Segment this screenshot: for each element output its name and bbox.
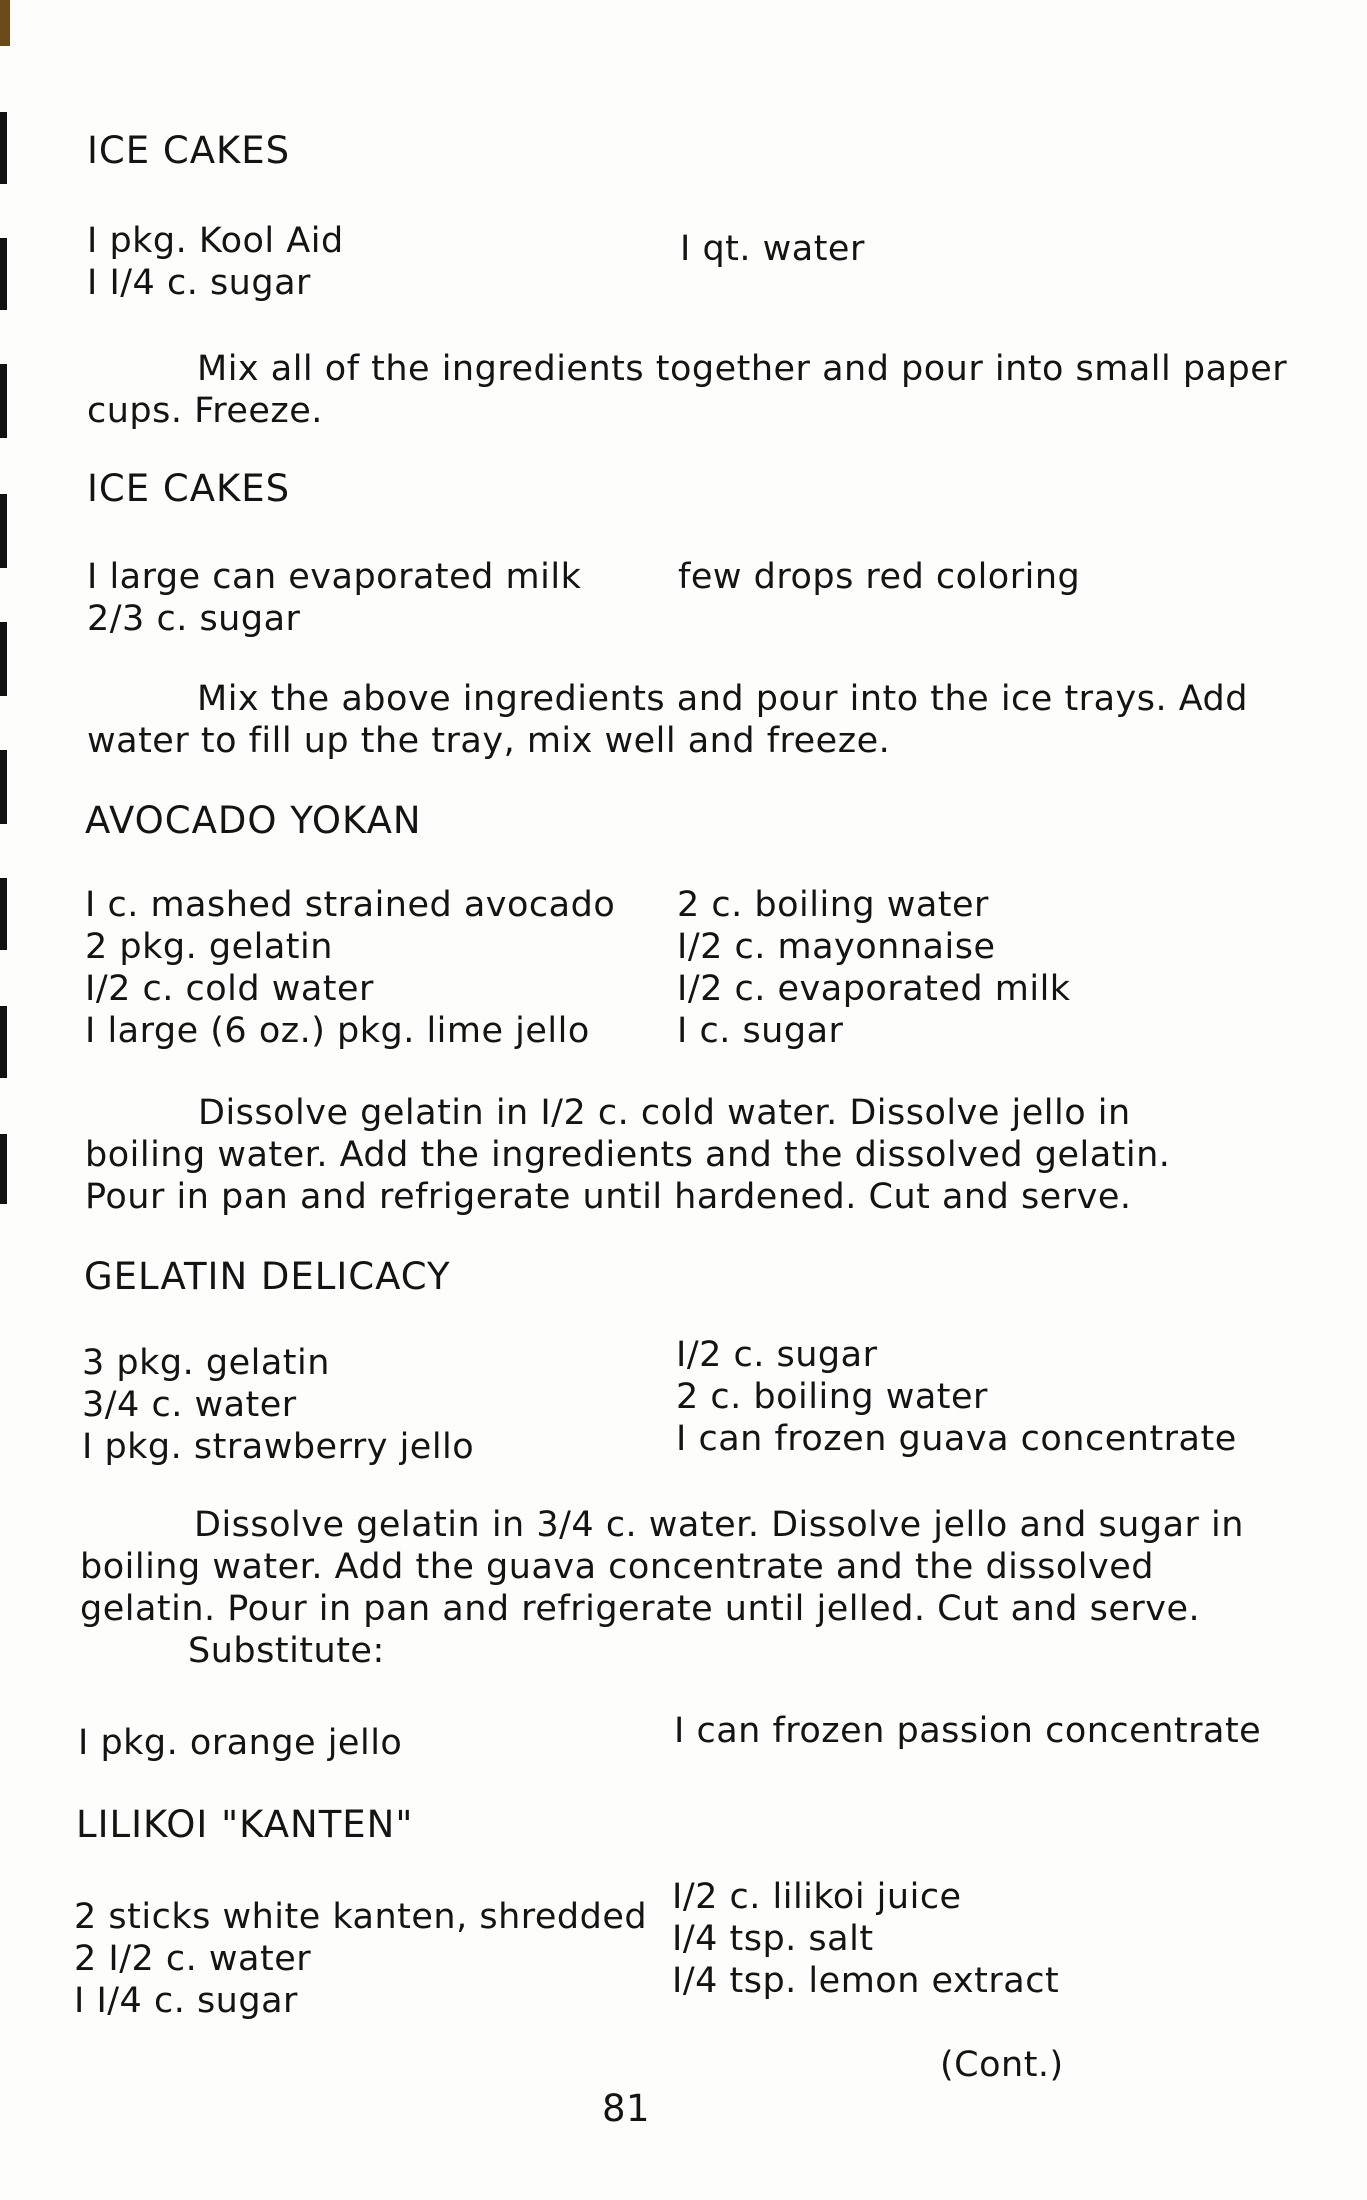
ingredient: 2/3 c. sugar <box>87 599 301 639</box>
instruction-line: Mix the above ingredients and pour into the ice trays. Add <box>197 679 1248 719</box>
ingredient: I c. mashed strained avocado <box>85 885 616 925</box>
instruction-line: cups. Freeze. <box>87 391 323 431</box>
recipe-title: ICE CAKES <box>87 129 291 172</box>
instruction-line: Dissolve gelatin in I/2 c. cold water. Dissolve jello in <box>198 1093 1131 1133</box>
ingredient: I/2 c. cold water <box>85 969 374 1009</box>
ingredient: 2 sticks white kanten, shredded <box>74 1897 648 1937</box>
ingredient: I/4 tsp. salt <box>672 1919 874 1959</box>
ingredient: 3/4 c. water <box>82 1385 297 1425</box>
ingredient: I/4 tsp. lemon extract <box>672 1961 1060 2001</box>
instruction-line: boiling water. Add the guava concentrate and the dissolved <box>80 1547 1154 1587</box>
ingredient: few drops red coloring <box>678 557 1081 597</box>
recipe-title: AVOCADO YOKAN <box>85 799 422 842</box>
ingredient: I/2 c. sugar <box>676 1335 878 1375</box>
ingredient: I qt. water <box>680 229 865 269</box>
substitute-ingredient: I pkg. orange jello <box>78 1723 403 1763</box>
ingredient: I/2 c. lilikoi juice <box>672 1877 962 1917</box>
ingredient: 2 c. boiling water <box>676 1377 988 1417</box>
ingredient: I large (6 oz.) pkg. lime jello <box>85 1011 590 1051</box>
substitute-ingredient: I can frozen passion concentrate <box>674 1711 1262 1751</box>
ingredient: 2 I/2 c. water <box>74 1939 312 1979</box>
ingredient: I/2 c. evaporated milk <box>677 969 1071 1009</box>
instruction-line: Mix all of the ingredients together and pour into small paper <box>197 349 1288 389</box>
ingredient: I pkg. Kool Aid <box>87 221 344 261</box>
ingredient: I c. sugar <box>677 1011 844 1051</box>
ingredient: I large can evaporated milk <box>87 557 582 597</box>
ingredient: 2 c. boiling water <box>677 885 989 925</box>
ingredient: 3 pkg. gelatin <box>82 1343 330 1383</box>
ingredient: I I/4 c. sugar <box>74 1981 298 2021</box>
recipe-title: ICE CAKES <box>87 467 291 510</box>
instruction-line: water to fill up the tray, mix well and freeze. <box>87 721 891 761</box>
recipe-title: GELATIN DELICACY <box>84 1255 451 1298</box>
ingredient: 2 pkg. gelatin <box>85 927 333 967</box>
ingredient: I I/4 c. sugar <box>87 263 311 303</box>
page-number: 81 <box>602 2087 651 2130</box>
recipe-title: LILIKOI "KANTEN" <box>76 1803 414 1846</box>
ingredient: I pkg. strawberry jello <box>82 1427 475 1467</box>
substitute-label: Substitute: <box>188 1631 385 1671</box>
continued-note: (Cont.) <box>940 2045 1064 2085</box>
instruction-line: Pour in pan and refrigerate until hardened. Cut and serve. <box>85 1177 1132 1217</box>
instruction-line: gelatin. Pour in pan and refrigerate until jelled. Cut and serve. <box>80 1589 1201 1629</box>
instruction-line: Dissolve gelatin in 3/4 c. water. Dissolve jello and sugar in <box>194 1505 1244 1545</box>
ingredient: I/2 c. mayonnaise <box>677 927 996 967</box>
instruction-line: boiling water. Add the ingredients and the dissolved gelatin. <box>85 1135 1171 1175</box>
ingredient: I can frozen guava concentrate <box>676 1419 1237 1459</box>
